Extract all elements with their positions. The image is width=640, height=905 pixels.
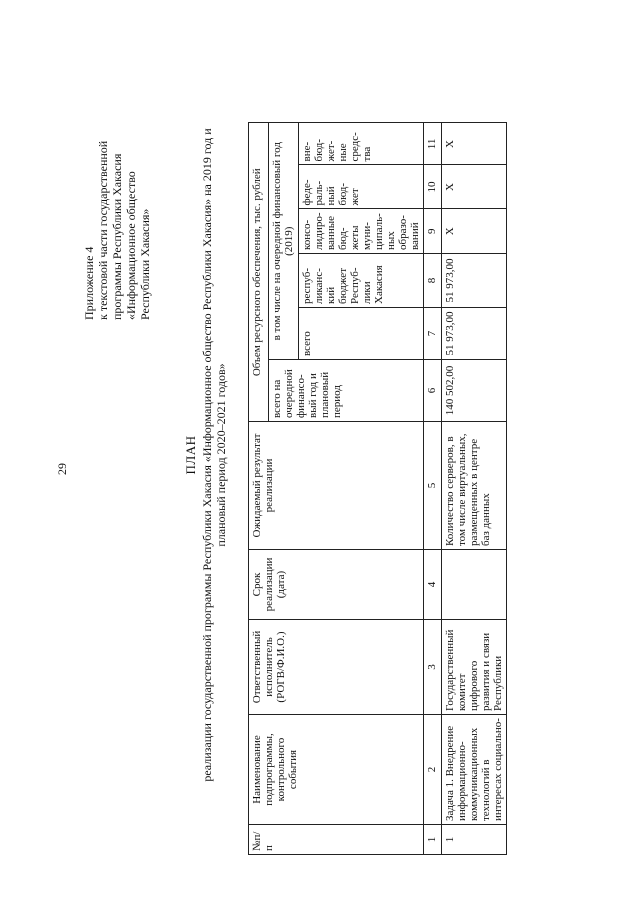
header-republic-budget: респуб-ликанс-кий бюджет Респуб-лики Хакасия — [299, 254, 424, 308]
cell-result: Количество серверов, в том числе виртуальных, размещенных в центре баз данных — [442, 422, 507, 550]
header-term: Срок реализации (дата) — [249, 550, 424, 620]
cell-federal: X — [442, 165, 507, 209]
header-all: всего — [299, 308, 424, 360]
cell-all: 51 973,00 — [442, 308, 507, 360]
column-number: 2 — [424, 715, 442, 825]
column-number: 11 — [424, 123, 442, 165]
header-executor: Ответственный исполнитель (РОГВ/Ф.И.О.) — [249, 620, 424, 715]
header-name: Наименование подпрограммы, контрольного события — [249, 715, 424, 825]
appendix-line: к текстовой части государственной — [96, 140, 110, 320]
title-line: плановый период 2020–2021 годов» — [214, 363, 228, 547]
appendix-line: программы Республики Хакасия — [110, 153, 124, 320]
column-number-row — [424, 123, 442, 855]
cell-name: Задача 1. Внедрение информационно-коммуникационных технологий в интересах социально- — [442, 715, 507, 825]
column-number: 7 — [424, 308, 442, 360]
cell-term — [442, 550, 507, 620]
appendix-line: Приложение 4 — [82, 246, 96, 320]
cell-consolidated: X — [442, 209, 507, 254]
appendix-line: «Информационное общество — [124, 171, 138, 320]
page-number: 29 — [55, 463, 69, 475]
document-title — [184, 65, 228, 845]
header-extrabudgetary: вне-бюд-жет-ные средс-тва — [299, 123, 424, 165]
header-no: №п/п — [249, 825, 424, 855]
column-number: 5 — [424, 422, 442, 550]
cell-extrabudgetary: X — [442, 123, 507, 165]
cell-no: 1 — [442, 825, 507, 855]
title-line: реализации государственной программы Республики Хакасия «Информационное общество Республики Хакасия» на 2019 год и — [200, 128, 214, 782]
plan-table — [248, 122, 507, 855]
header-row — [249, 123, 269, 855]
header-result: Ожидаемый результат реализации — [249, 422, 424, 550]
column-number: 8 — [424, 254, 442, 308]
column-number: 10 — [424, 165, 442, 209]
cell-republic-budget: 51 973,00 — [442, 254, 507, 308]
column-number: 9 — [424, 209, 442, 254]
title-heading: ПЛАН — [183, 435, 198, 475]
appendix-note — [82, 80, 152, 320]
appendix-line: Республики Хакасия» — [138, 208, 152, 320]
cell-total: 140 502,00 — [442, 360, 507, 422]
table-row — [442, 123, 507, 855]
header-volume: Объем ресурсного обеспечения, тыс. рублей — [249, 123, 269, 422]
header-consolidated-budgets: консо-лидиро-ванные бюд-жеты муни-ципаль-ных образо-ваний — [299, 209, 424, 254]
cell-executor: Государственный комитет цифрового развития и связи Республики — [442, 620, 507, 715]
column-number: 3 — [424, 620, 442, 715]
header-total: всего на очередной финансо-вый год и плановый период — [269, 360, 424, 422]
column-number: 1 — [424, 825, 442, 855]
column-number: 6 — [424, 360, 442, 422]
header-including: в том числе на очередной финансовый год (2019) — [269, 123, 299, 360]
header-federal-budget: феде-раль-ный бюд-жет — [299, 165, 424, 209]
column-number: 4 — [424, 550, 442, 620]
